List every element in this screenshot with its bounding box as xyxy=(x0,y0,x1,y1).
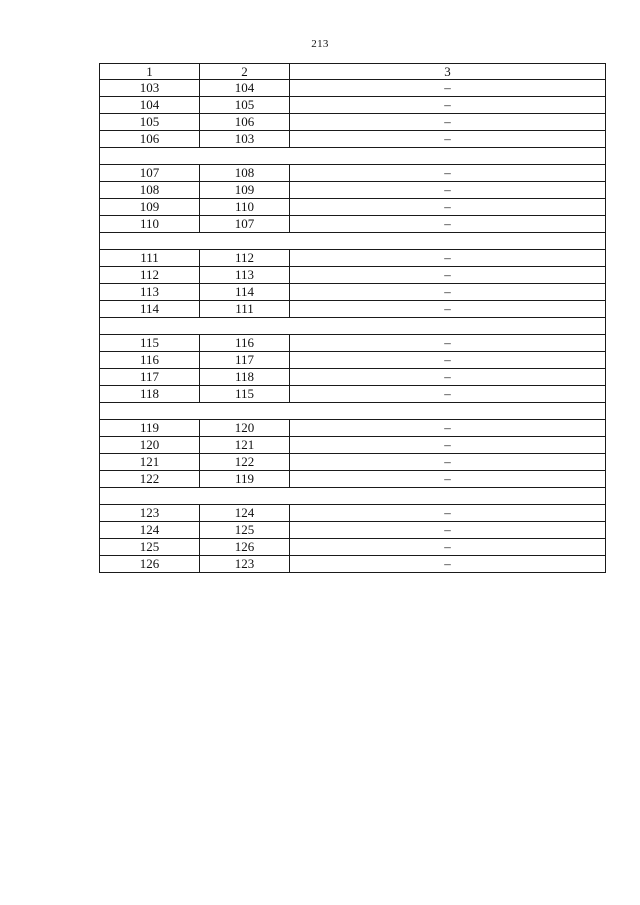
group-separator-row xyxy=(100,318,606,335)
table-cell-col-2: 115 xyxy=(200,386,290,403)
table-row xyxy=(100,556,606,573)
table-cell-col-2: 104 xyxy=(200,80,290,97)
table-cell-col-1: 116 xyxy=(100,352,200,369)
table-cell-col-1: 115 xyxy=(100,335,200,352)
table-cell-col-2: 103 xyxy=(200,131,290,148)
column-header-2: 2 xyxy=(200,64,290,80)
table-cell-col-2: 108 xyxy=(200,165,290,182)
table-row xyxy=(100,505,606,522)
table-cell-col-3: – xyxy=(290,352,606,369)
table-cell-col-1: 124 xyxy=(100,522,200,539)
table-cell-col-1: 118 xyxy=(100,386,200,403)
table-cell-col-2: 119 xyxy=(200,471,290,488)
table-row xyxy=(100,199,606,216)
table-row xyxy=(100,250,606,267)
table-row xyxy=(100,131,606,148)
table-cell-col-2: 110 xyxy=(200,199,290,216)
table-cell-col-3: – xyxy=(290,505,606,522)
column-header-1: 1 xyxy=(100,64,200,80)
table-cell-col-1: 123 xyxy=(100,505,200,522)
table-cell-col-3: – xyxy=(290,131,606,148)
table-cell-col-3: – xyxy=(290,114,606,131)
table-cell-col-1: 126 xyxy=(100,556,200,573)
table-cell-col-3: – xyxy=(290,437,606,454)
table-cell-col-2: 113 xyxy=(200,267,290,284)
table-cell-col-3: – xyxy=(290,97,606,114)
table-cell-col-3: – xyxy=(290,199,606,216)
table-row xyxy=(100,182,606,199)
table-row xyxy=(100,420,606,437)
table-cell-col-3: – xyxy=(290,284,606,301)
table-row xyxy=(100,369,606,386)
table-cell-col-1: 120 xyxy=(100,437,200,454)
table-cell-col-1: 103 xyxy=(100,80,200,97)
table-row xyxy=(100,335,606,352)
table-cell-col-1: 112 xyxy=(100,267,200,284)
table-cell-col-2: 112 xyxy=(200,250,290,267)
group-separator-cell xyxy=(100,318,606,335)
table-row xyxy=(100,267,606,284)
table-row xyxy=(100,114,606,131)
table-cell-col-3: – xyxy=(290,556,606,573)
table-cell-col-1: 121 xyxy=(100,454,200,471)
group-separator-row xyxy=(100,233,606,250)
table-cell-col-3: – xyxy=(290,454,606,471)
table-row xyxy=(100,539,606,556)
table-cell-col-2: 126 xyxy=(200,539,290,556)
table-cell-col-2: 106 xyxy=(200,114,290,131)
table-row xyxy=(100,165,606,182)
table-row xyxy=(100,284,606,301)
table-cell-col-1: 106 xyxy=(100,131,200,148)
table-row xyxy=(100,352,606,369)
table-cell-col-2: 111 xyxy=(200,301,290,318)
table-cell-col-1: 114 xyxy=(100,301,200,318)
table-cell-col-2: 122 xyxy=(200,454,290,471)
column-header-3: 3 xyxy=(290,64,606,80)
group-separator-cell xyxy=(100,233,606,250)
table-cell-col-3: – xyxy=(290,216,606,233)
table-cell-col-1: 108 xyxy=(100,182,200,199)
table-cell-col-1: 117 xyxy=(100,369,200,386)
table-cell-col-3: – xyxy=(290,335,606,352)
table-row xyxy=(100,301,606,318)
table-cell-col-1: 113 xyxy=(100,284,200,301)
table-cell-col-3: – xyxy=(290,386,606,403)
table-header-row xyxy=(100,64,606,80)
table-cell-col-3: – xyxy=(290,250,606,267)
table-body xyxy=(100,80,606,573)
group-separator-row xyxy=(100,403,606,420)
table-cell-col-1: 107 xyxy=(100,165,200,182)
table-cell-col-2: 124 xyxy=(200,505,290,522)
group-separator-cell xyxy=(100,148,606,165)
table-cell-col-3: – xyxy=(290,369,606,386)
table-cell-col-2: 116 xyxy=(200,335,290,352)
table-cell-col-3: – xyxy=(290,165,606,182)
table-cell-col-3: – xyxy=(290,420,606,437)
table-row xyxy=(100,97,606,114)
table-cell-col-3: – xyxy=(290,182,606,199)
table-cell-col-3: – xyxy=(290,522,606,539)
table-cell-col-2: 109 xyxy=(200,182,290,199)
table-row xyxy=(100,386,606,403)
table-cell-col-3: – xyxy=(290,539,606,556)
table-cell-col-1: 110 xyxy=(100,216,200,233)
table-cell-col-3: – xyxy=(290,301,606,318)
group-separator-cell xyxy=(100,488,606,505)
table-cell-col-1: 104 xyxy=(100,97,200,114)
page-number: 213 xyxy=(311,38,329,50)
table-cell-col-2: 105 xyxy=(200,97,290,114)
table-cell-col-1: 122 xyxy=(100,471,200,488)
table-cell-col-1: 119 xyxy=(100,420,200,437)
table-row xyxy=(100,454,606,471)
table-cell-col-2: 121 xyxy=(200,437,290,454)
table-row xyxy=(100,216,606,233)
table-cell-col-1: 125 xyxy=(100,539,200,556)
table-row xyxy=(100,471,606,488)
data-table xyxy=(99,63,606,573)
table-row xyxy=(100,437,606,454)
table-cell-col-2: 118 xyxy=(200,369,290,386)
table-cell-col-3: – xyxy=(290,267,606,284)
group-separator-row xyxy=(100,488,606,505)
table-cell-col-2: 117 xyxy=(200,352,290,369)
table-cell-col-1: 109 xyxy=(100,199,200,216)
table-cell-col-1: 111 xyxy=(100,250,200,267)
group-separator-cell xyxy=(100,403,606,420)
table-cell-col-2: 123 xyxy=(200,556,290,573)
table-cell-col-2: 125 xyxy=(200,522,290,539)
table-row xyxy=(100,80,606,97)
table-row xyxy=(100,522,606,539)
table-cell-col-3: – xyxy=(290,471,606,488)
table-cell-col-2: 107 xyxy=(200,216,290,233)
table-cell-col-2: 114 xyxy=(200,284,290,301)
table-cell-col-3: – xyxy=(290,80,606,97)
table-cell-col-1: 105 xyxy=(100,114,200,131)
group-separator-row xyxy=(100,148,606,165)
table-cell-col-2: 120 xyxy=(200,420,290,437)
